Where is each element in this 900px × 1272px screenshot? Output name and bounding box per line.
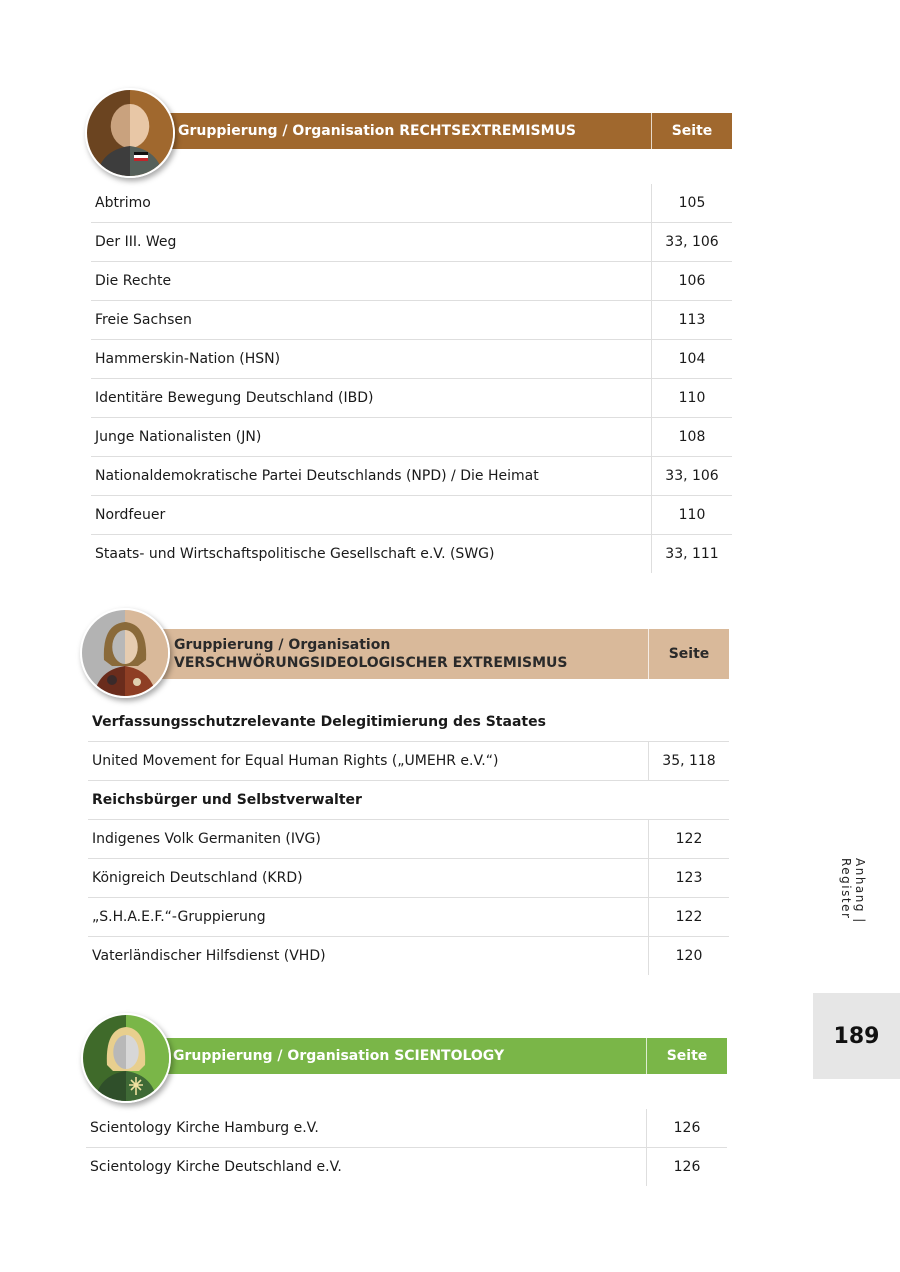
table-row: Identitäre Bewegung Deutschland (IBD) 110 [91, 379, 732, 418]
table-row: Vaterländischer Hilfsdienst (VHD) 120 [88, 937, 729, 975]
table-row: Abtrimo 105 [91, 184, 732, 223]
section-header [147, 1038, 727, 1074]
table-row: Nationaldemokratische Partei Deutschlands (NPD) / Die Heimat 33, 106 [91, 457, 732, 496]
table-row: Indigenes Volk Germaniten (IVG) 122 [88, 820, 729, 859]
section-title-line1: Gruppierung / Organisation [174, 637, 391, 653]
table-row: Nordfeuer 110 [91, 496, 732, 535]
table-row: Hammerskin-Nation (HSN) 104 [91, 340, 732, 379]
section-title: Gruppierung / Organisation RECHTSEXTREMISMUS [178, 123, 577, 139]
seite-label: Seite [648, 629, 729, 679]
table-row: Königreich Deutschland (KRD) 123 [88, 859, 729, 898]
table-row: Freie Sachsen 113 [91, 301, 732, 340]
table-row: Scientology Kirche Hamburg e.V. 126 [86, 1109, 727, 1148]
table-row: Scientology Kirche Deutschland e.V. 126 [86, 1148, 727, 1186]
table-row: Der III. Weg 33, 106 [91, 223, 732, 262]
seite-label: Seite [646, 1038, 727, 1074]
entries-table [88, 703, 729, 975]
entries-table [91, 184, 732, 573]
chapter-side-label: Anhang | Register [839, 858, 867, 924]
seite-label: Seite [651, 113, 732, 149]
conspiracy-avatar-icon [80, 608, 170, 698]
section-title: Gruppierung / Organisation SCIENTOLOGY [173, 1048, 505, 1064]
section-header [152, 113, 732, 149]
table-row: United Movement for Equal Human Rights („UMEHR e.V.“) 35, 118 [88, 742, 729, 781]
table-row: „S.H.A.E.F.“-Gruppierung 122 [88, 898, 729, 937]
subheading-row: Reichsbürger und Selbstverwalter [88, 781, 729, 820]
section-header [148, 629, 729, 679]
scientology-avatar-icon [81, 1013, 171, 1103]
page-number: 189 [813, 993, 900, 1079]
right-extremist-avatar-icon [85, 88, 175, 178]
subheading-row: Verfassungsschutzrelevante Delegitimierung des Staates [88, 703, 729, 742]
table-row: Junge Nationalisten (JN) 108 [91, 418, 732, 457]
section-title-line2: VERSCHWÖRUNGSIDEOLOGISCHER EXTREMISMUS [174, 655, 568, 671]
entries-table [86, 1109, 727, 1186]
table-row: Staats- und Wirtschaftspolitische Gesellschaft e.V. (SWG) 33, 111 [91, 535, 732, 573]
table-row: Die Rechte 106 [91, 262, 732, 301]
